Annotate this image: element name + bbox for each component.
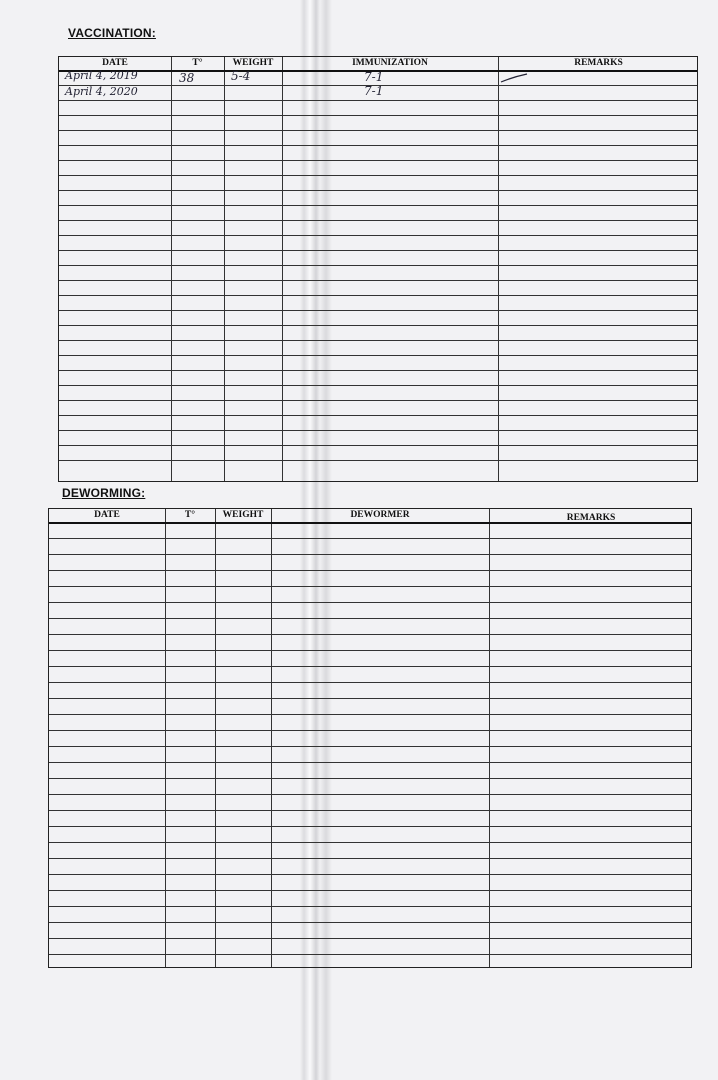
vaccination-entry-1-date: April 4, 2019: [65, 69, 138, 82]
deworming-header-remarks: REMARKS: [566, 513, 616, 523]
vaccination-header-weight: WEIGHT: [232, 58, 274, 68]
vaccination-entry-1-immunization: 7-1: [364, 70, 384, 84]
deworming-header-dewormer: DEWORMER: [350, 510, 410, 520]
vaccination-entry-1-temp: 38: [179, 71, 195, 85]
vaccination-entry-2-date: April 4, 2020: [65, 85, 138, 98]
vaccination-table: [58, 56, 698, 482]
deworming-header-weight: WEIGHT: [222, 510, 264, 520]
vaccination-section-title: VACCINATION:: [68, 26, 156, 40]
vaccination-entry-1-weight: 5-4: [231, 69, 251, 83]
vaccination-header-remarks: REMARKS: [574, 58, 623, 68]
deworming-header-temp: T°: [184, 510, 196, 520]
vaccination-header-date: DATE: [102, 58, 128, 68]
remarks-dash-mark: [499, 71, 539, 85]
deworming-header-date: DATE: [94, 510, 120, 520]
deworming-table: [48, 508, 692, 968]
deworming-section-title: DEWORMING:: [62, 486, 146, 500]
vaccination-entry-2-immunization: 7-1: [364, 84, 384, 98]
vaccination-header-immunization: IMMUNIZATION: [352, 58, 428, 68]
vaccination-header-temp: T°: [192, 58, 203, 68]
